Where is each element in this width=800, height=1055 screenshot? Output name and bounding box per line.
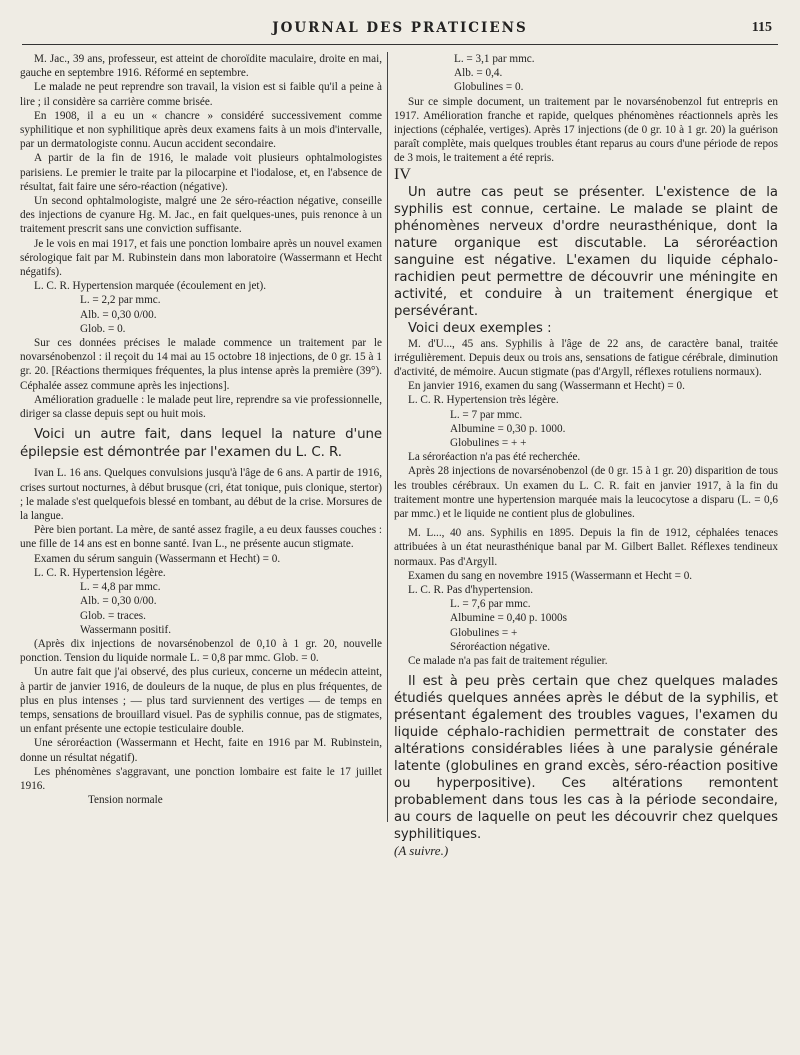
lcr-heading: L. C. R. Pas d'hypertension. bbox=[408, 584, 534, 597]
lcr-item: Alb. = 0,30 0/00. bbox=[80, 595, 157, 608]
paragraph: Un second ophtalmologiste, malgré une 2e séro-réaction négative, conseille des injections de cyanure Hg. M. Jac., en fait quelques-unes, puis renonce à un traitement prescrit sans une conviction suffisante. bbox=[20, 195, 382, 236]
paragraph: En 1908, il a eu un « chancre » considéré successivement comme syphilitique et non syphilitique après deux examens faits à un mois d'intervalle, par un dermatologiste connu. Aucun accident secondaire. bbox=[20, 109, 382, 151]
column-divider bbox=[387, 52, 388, 822]
large-paragraph: Il est à peu près certain que chez quelques malades étudiés quelques années après le début de la syphilis, et présentant également des troubles vagues, l'examen du liquide céphalo-rachidien permettrait de constater des altérations considérables liées à une paralysie générale latente (globulines en grand excès, séro-réaction positive ou hyperpositive). Ces altérations remontent probablement dans tous les cas à la période secondaire, au cours de laquelle on peut les découvrir chez quelques syphilitiques. bbox=[394, 674, 778, 843]
lcr-item: Glob. = traces. bbox=[80, 609, 146, 622]
lcr-heading: L. C. R. Hypertension marquée (écoulement en jet). bbox=[34, 280, 267, 293]
large-paragraph: Voici un autre fait, dans lequel la nature d'une épilepsie est démontrée par l'examen du L. C. R. bbox=[20, 427, 382, 460]
section-number: IV bbox=[394, 165, 411, 183]
lcr-heading: L. C. R. Hypertension très légère. bbox=[408, 394, 559, 407]
right-column bbox=[394, 52, 778, 1037]
lcr-item: L. = 7,6 par mmc. bbox=[450, 598, 531, 611]
header-rule bbox=[22, 44, 778, 45]
paragraph: Amélioration graduelle : le malade peut lire, reprendre sa vie professionnelle, diriger sa classe depuis sept ou huit mois. bbox=[20, 393, 382, 421]
lcr-item: L. = 4,8 par mmc. bbox=[80, 581, 161, 594]
lcr-item: Albumine = 0,40 p. 1000s bbox=[450, 612, 567, 625]
journal-title: JOURNAL DES PRATICIENS bbox=[272, 20, 528, 36]
page-header bbox=[22, 20, 778, 42]
lcr-heading: L. C. R. Hypertension légère. bbox=[34, 566, 166, 579]
large-paragraph: Voici deux exemples : bbox=[408, 320, 552, 336]
paragraph: (Après dix injections de novarsénobenzol de 0,10 à 1 gr. 20, nouvelle ponction. Tension du liquide normale L. = 0,8 par mmc. Glob. = 0. bbox=[20, 637, 382, 665]
paragraph: Examen du sérum sanguin (Wassermann et Hecht) = 0. bbox=[34, 552, 281, 565]
lcr-item: L. = 2,2 par mmc. bbox=[80, 294, 161, 307]
paragraph: A partir de la fin de 1916, le malade voit plusieurs ophtalmologistes parisiens. Le premier le traite par la pilocarpine et l'iodalose, et, en l'absence de résultat, fait faire une séro-réaction (négative). bbox=[20, 152, 382, 193]
lcr-item: Globulines = + bbox=[450, 626, 518, 639]
lcr-item: Glob. = 0. bbox=[80, 322, 126, 335]
lcr-item: Albumine = 0,30 p. 1000. bbox=[450, 422, 566, 435]
lcr-item: Globulines = + + bbox=[450, 437, 527, 450]
lcr-item: L. = 7 par mmc. bbox=[450, 408, 523, 421]
lcr-item: Wassermann positif. bbox=[80, 623, 172, 636]
paragraph: M. Jac., 39 ans, professeur, est atteint de choroïdite maculaire, droite en mai, gauche en septembre 1916. Réformé en septembre. bbox=[20, 53, 382, 80]
paragraph: Ivan L. 16 ans. Quelques convulsions jusqu'à l'âge de 6 ans. A partir de 1916, crises surtout nocturnes, à début brusque (cri, état tonique, puis clonique, stertor) ; le malade s'est quelquefois blessé en tombant, au début de la crise. Morsures de la langue. bbox=[20, 467, 382, 523]
paragraph: Tension normale bbox=[88, 794, 163, 807]
paragraph: La séroréaction n'a pas été recherchée. bbox=[408, 451, 581, 464]
lcr-item: Séroréaction négative. bbox=[450, 640, 551, 653]
lcr-item: Alb. = 0,30 0/00. bbox=[80, 308, 157, 321]
paragraph: Les phénomènes s'aggravant, une ponction lombaire est faite le 17 juillet 1916. bbox=[20, 765, 382, 792]
paragraph: Le malade ne peut reprendre son travail, la vision est si faible qu'il a peine à lire ; il considère sa carrière comme brisée. bbox=[20, 81, 382, 108]
paragraph: Examen du sang en novembre 1915 (Wassermann et Hecht = 0. bbox=[408, 569, 693, 582]
lcr-item: Globulines = 0. bbox=[454, 81, 524, 94]
lcr-item: L. = 3,1 par mmc. bbox=[454, 53, 535, 65]
lcr-item: Alb. = 0,4. bbox=[454, 67, 503, 80]
page-number: 115 bbox=[751, 20, 772, 35]
paragraph: Après 28 injections de novarsénobenzol (de 0 gr. 15 à 1 gr. 20) disparition de tous les troubles cérébraux. Un examen du L. C. R. fait en janvier 1917, à la fin du traitement montre une hypertension marquée mais la leucocytose a disparu (L. = 0,6 par mmc.) et le liquide ne contient plus de globulines. bbox=[394, 465, 778, 521]
paragraph: Je le vois en mai 1917, et fais une ponction lombaire après un nouvel examen sérologique fait par M. Rubinstein dans mon laboratoire (Wassermann et Hecht négatifs). bbox=[20, 237, 382, 279]
to-follow-note: (A suivre.) bbox=[394, 843, 449, 859]
paragraph: M. L..., 40 ans. Syphilis en 1895. Depuis la fin de 1912, céphalées tenaces attribuées à un état neurasthénique banal par M. Gilbert Ballet. Réflexes tendineux normaux. Pas d'Argyll. bbox=[394, 527, 778, 568]
paragraph: Un autre fait que j'ai observé, des plus curieux, concerne un médecin atteint, à partir de janvier 1916, de douleurs de la nuque, de plus en plus fréquentes, de plus en plus intenses ; — plus tard surviennent des vertiges — de temps en temps, sensations de brouillard visuel. Pas de syphilis connue, pas de stigmates, un enfant présente une ectopie testiculaire double. bbox=[20, 666, 382, 736]
paragraph: Une séroréaction (Wassermann et Hecht, faite en 1916 par M. Rubinstein, donne un résultat négatif). bbox=[20, 737, 382, 764]
paragraph: Sur ces données précises le malade commence un traitement par le novarsénobenzol : il reçoit du 14 mai au 15 octobre 18 injections, de 0 gr. 15 à 1 gr. 20. [Réactions thermiques fréquentes, la plus intense après la première (39°). Céphalée assez commune après les injections]. bbox=[20, 337, 382, 392]
left-column bbox=[20, 52, 382, 1037]
large-paragraph: Un autre cas peut se présenter. L'existence de la syphilis est connue, certaine. Le malade se plaint de phénomènes nerveux d'ordre neurasthénique, dont la nature organique est discutable. La séroréaction sanguine est négative. L'examen du liquide céphalo-rachidien peut permettre de découvrir une méningite en activité, et conduire à un traitement énergique et persévérant. bbox=[394, 184, 778, 319]
paragraph: Père bien portant. La mère, de santé assez fragile, a eu deux fausses couches : une fille de 14 ans est en bonne santé. Ivan L., ne présente aucun stigmate. bbox=[20, 524, 382, 551]
paragraph: En janvier 1916, examen du sang (Wassermann et Hecht) = 0. bbox=[408, 380, 685, 393]
paragraph: Ce malade n'a pas fait de traitement régulier. bbox=[408, 655, 608, 668]
paragraph: Sur ce simple document, un traitement par le novarsénobenzol fut entrepris en 1917. Amélioration franche et rapide, quelques phénomènes réactionnels après les injections (céphalée, vertiges). Après 17 injections (de 0 gr. 10 à 1 gr. 20) la guérison paraît complète, mais quelques troubles étant reparus au cours d'une période de repos de 3 mois, le traitement a été repris. bbox=[394, 95, 778, 165]
paragraph: M. d'U..., 45 ans. Syphilis à l'âge de 22 ans, de caractère banal, traitée irrégulièrement. Depuis deux ou trois ans, sensations de fatigue cérébrale, diminution d'activité, de mémoire. Aucun stigmate (pas d'Argyll, réflexes rotuliens normaux). bbox=[394, 337, 778, 379]
